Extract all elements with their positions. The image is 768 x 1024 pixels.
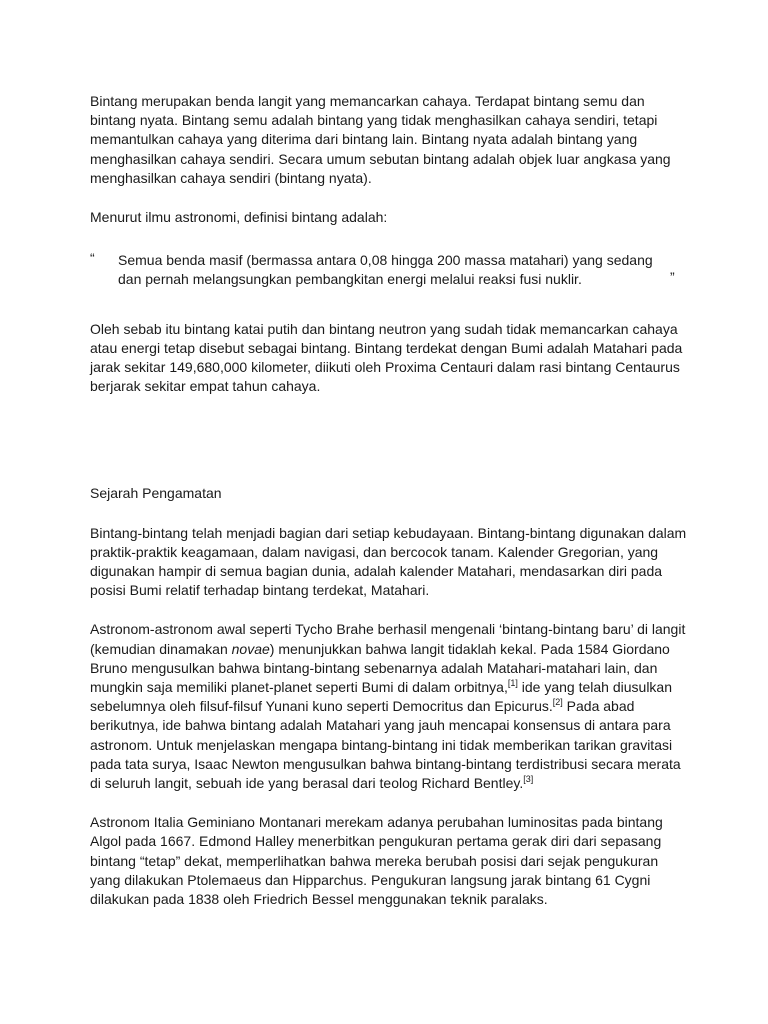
document-page — [90, 92, 690, 929]
history-paragraph-2 — [90, 620, 690, 793]
close-quote-mark: ” — [670, 269, 675, 286]
open-quote-mark: “ — [90, 250, 95, 267]
footnote-ref-3[interactable]: [3] — [523, 774, 534, 785]
history-p2-text-4: Pada abad berikutnya, ide bahwa bintang adalah Matahari yang jauh mencapai konsensus di antara para astronom. Untuk menjelaskan mengapa bintang-bintang ini tidak memberikan tarikan gravitasi pada tata surya, Isaac Newton mengusulkan bahwa bintang-bintang terdistribusi secara merata di seluruh langit, sebuah ide yang berasal dari teolog Richard Bentley. — [90, 698, 681, 792]
history-p2-text-3: ide yang telah diusulkan sebelumnya oleh filsuf-filsuf Yunani kuno seperti Democritus dan Epicurus. — [90, 679, 672, 715]
history-p2-text-1: Astronom-astronom awal seperti Tycho Brahe berhasil mengenali ‘bintang-bintang baru’ di langit (kemudian dinamakan — [90, 621, 686, 657]
footnote-ref-1[interactable]: [1] — [507, 678, 518, 689]
section-heading: Sejarah Pengamatan — [90, 485, 222, 502]
italic-term-novae: novae — [231, 640, 270, 657]
intro-paragraph-1: Bintang merupakan benda langit yang memancarkan cahaya. Terdapat bintang semu dan bintang nyata. Bintang semu adalah bintang yang tidak menghasilkan cahaya sendiri, tetapi memantulkan cahaya yang diterima dari bintang lain. Bintang nyata adalah bintang yang menghasilkan cahaya sendiri. Secara umum sebutan bintang adalah objek luar angkasa yang menghasilkan cahaya sendiri (bintang nyata). — [90, 93, 671, 186]
section-spacer — [90, 416, 690, 484]
history-p2-text-2: ) menunjukkan bahwa langit tidaklah kekal. Pada 1584 Giordano Bruno mengusulkan bahwa bintang-bintang sebenarnya adalah Matahari-matahari lain, dan mungkin saja memiliki planet-planet seperti Bumi di dalam orbitnya, — [90, 640, 670, 696]
intro-paragraph-2: Menurut ilmu astronomi, definisi bintang adalah: — [90, 209, 388, 226]
intro-paragraph-3: Oleh sebab itu bintang katai putih dan bintang neutron yang sudah tidak memancarkan cahaya atau energi tetap disebut sebagai bintang. Bintang terdekat dengan Bumi adalah Matahari pada jarak sekitar 149,680,000 kilometer, diikuti oleh Proxima Centauri dalam rasi bintang Centaurus berjarak sekitar empat tahun cahaya. — [90, 320, 683, 395]
footnote-ref-2[interactable]: [2] — [552, 697, 563, 708]
history-paragraph-3: Astronom Italia Geminiano Montanari merekam adanya perubahan luminositas pada bintang Algol pada 1667. Edmond Halley menerbitkan pengukuran pertama gerak diri dari sepasang bintang “tetap” dekat, memperlihatkan bahwa mereka berubah posisi dari sejak pengukuran yang dilakukan Ptolemaeus dan Hipparchus. Pengukuran langsung jarak bintang 61 Cygni dilakukan pada 1838 oleh Friedrich Bessel menggunakan teknik paralaks. — [90, 814, 663, 908]
quote-text: Semua benda masif (bermassa antara 0,08 hingga 200 massa matahari) yang sedang dan pernah melangsungkan pembangkitan energi melalui reaksi fusi nuklir. — [118, 252, 653, 288]
definition-quote — [90, 251, 690, 289]
history-paragraph-1: Bintang-bintang telah menjadi bagian dari setiap kebudayaan. Bintang-bintang digunakan dalam praktik-praktik keagamaan, dalam navigasi, dan bercocok tanam. Kalender Gregorian, yang digunakan hampir di semua bagian dunia, adalah kalender Matahari, mendasarkan diri pada posisi Bumi relatif terhadap bintang terdekat, Matahari. — [90, 524, 687, 599]
